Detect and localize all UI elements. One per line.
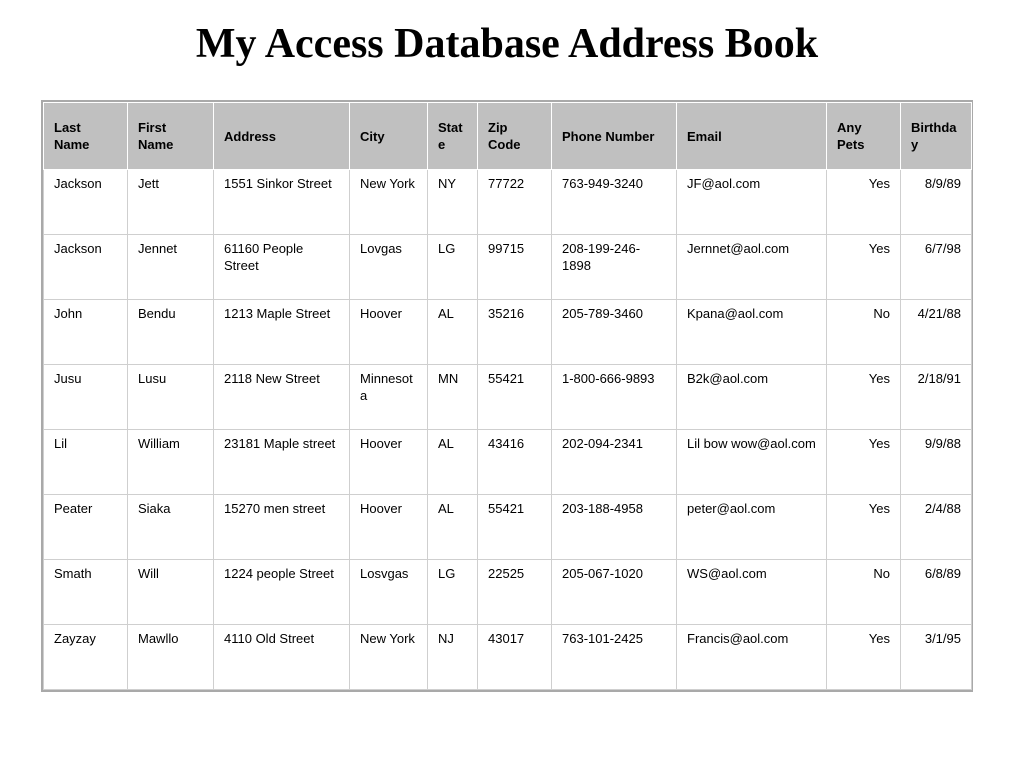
cell-phone-number: 763-101-2425 — [552, 625, 677, 690]
cell-state: NJ — [428, 625, 478, 690]
cell-email: B2k@aol.com — [677, 365, 827, 430]
cell-email: Jernnet@aol.com — [677, 235, 827, 300]
header-last-name: Last Name — [44, 103, 128, 170]
cell-city: New York — [350, 170, 428, 235]
cell-any-pets: Yes — [827, 170, 901, 235]
cell-any-pets: Yes — [827, 495, 901, 560]
cell-any-pets: Yes — [827, 365, 901, 430]
cell-first-name: Siaka — [128, 495, 214, 560]
cell-email: Kpana@aol.com — [677, 300, 827, 365]
cell-first-name: William — [128, 430, 214, 495]
cell-state: AL — [428, 430, 478, 495]
cell-birthday: 3/1/95 — [901, 625, 972, 690]
cell-city: Hoover — [350, 495, 428, 560]
cell-first-name: Mawllo — [128, 625, 214, 690]
cell-address: 15270 men street — [214, 495, 350, 560]
cell-state: NY — [428, 170, 478, 235]
cell-birthday: 8/9/89 — [901, 170, 972, 235]
cell-last-name: John — [44, 300, 128, 365]
cell-city: New York — [350, 625, 428, 690]
cell-city: Hoover — [350, 300, 428, 365]
cell-birthday: 2/18/91 — [901, 365, 972, 430]
cell-email: Francis@aol.com — [677, 625, 827, 690]
cell-state: AL — [428, 495, 478, 560]
cell-city: Hoover — [350, 430, 428, 495]
cell-email: peter@aol.com — [677, 495, 827, 560]
cell-email: JF@aol.com — [677, 170, 827, 235]
cell-any-pets: No — [827, 560, 901, 625]
cell-last-name: Smath — [44, 560, 128, 625]
header-birthday: Birthday — [901, 103, 972, 170]
cell-phone-number: 763-949-3240 — [552, 170, 677, 235]
cell-first-name: Lusu — [128, 365, 214, 430]
cell-phone-number: 205-789-3460 — [552, 300, 677, 365]
header-phone-number: Phone Number — [552, 103, 677, 170]
cell-state: LG — [428, 235, 478, 300]
cell-first-name: Bendu — [128, 300, 214, 365]
cell-birthday: 9/9/88 — [901, 430, 972, 495]
cell-email: Lil bow wow@aol.com — [677, 430, 827, 495]
table-row — [44, 625, 972, 690]
cell-zip-code: 22525 — [478, 560, 552, 625]
cell-phone-number: 208-199-246-1898 — [552, 235, 677, 300]
cell-first-name: Jennet — [128, 235, 214, 300]
cell-state: LG — [428, 560, 478, 625]
cell-phone-number: 205-067-1020 — [552, 560, 677, 625]
cell-last-name: Jackson — [44, 170, 128, 235]
cell-address: 1213 Maple Street — [214, 300, 350, 365]
cell-zip-code: 55421 — [478, 495, 552, 560]
cell-birthday: 4/21/88 — [901, 300, 972, 365]
cell-birthday: 2/4/88 — [901, 495, 972, 560]
cell-address: 1551 Sinkor Street — [214, 170, 350, 235]
cell-address: 1224 people Street — [214, 560, 350, 625]
cell-email: WS@aol.com — [677, 560, 827, 625]
page-title: My Access Database Address Book — [195, 21, 819, 67]
header-email: Email — [677, 103, 827, 170]
cell-zip-code: 99715 — [478, 235, 552, 300]
cell-city: Minnesota — [350, 365, 428, 430]
table-row — [44, 430, 972, 495]
table-body — [44, 170, 972, 690]
cell-address: 61160 People Street — [214, 235, 350, 300]
cell-any-pets: Yes — [827, 625, 901, 690]
cell-first-name: Jett — [128, 170, 214, 235]
cell-any-pets: No — [827, 300, 901, 365]
table-row — [44, 170, 972, 235]
header-zip-code: Zip Code — [478, 103, 552, 170]
cell-zip-code: 43416 — [478, 430, 552, 495]
cell-zip-code: 43017 — [478, 625, 552, 690]
header-state: State — [428, 103, 478, 170]
cell-address: 4110 Old Street — [214, 625, 350, 690]
cell-birthday: 6/7/98 — [901, 235, 972, 300]
cell-state: AL — [428, 300, 478, 365]
cell-zip-code: 55421 — [478, 365, 552, 430]
header-first-name: First Name — [128, 103, 214, 170]
header-any-pets: Any Pets — [827, 103, 901, 170]
cell-city: Lovgas — [350, 235, 428, 300]
cell-state: MN — [428, 365, 478, 430]
table-row — [44, 300, 972, 365]
table-header — [44, 103, 972, 170]
cell-zip-code: 35216 — [478, 300, 552, 365]
cell-phone-number: 203-188-4958 — [552, 495, 677, 560]
cell-last-name: Zayzay — [44, 625, 128, 690]
cell-birthday: 6/8/89 — [901, 560, 972, 625]
cell-any-pets: Yes — [827, 235, 901, 300]
table-row — [44, 365, 972, 430]
address-book-table-frame — [41, 100, 973, 692]
table-row — [44, 560, 972, 625]
address-book-table — [43, 102, 972, 690]
table-row — [44, 235, 972, 300]
cell-address: 23181 Maple street — [214, 430, 350, 495]
header-city: City — [350, 103, 428, 170]
header-address: Address — [214, 103, 350, 170]
cell-zip-code: 77722 — [478, 170, 552, 235]
cell-city: Losvgas — [350, 560, 428, 625]
table-row — [44, 495, 972, 560]
cell-first-name: Will — [128, 560, 214, 625]
cell-last-name: Jackson — [44, 235, 128, 300]
cell-phone-number: 202-094-2341 — [552, 430, 677, 495]
cell-phone-number: 1-800-666-9893 — [552, 365, 677, 430]
cell-last-name: Lil — [44, 430, 128, 495]
header-row — [44, 103, 972, 170]
cell-any-pets: Yes — [827, 430, 901, 495]
cell-address: 2118 New Street — [214, 365, 350, 430]
cell-last-name: Jusu — [44, 365, 128, 430]
cell-last-name: Peater — [44, 495, 128, 560]
